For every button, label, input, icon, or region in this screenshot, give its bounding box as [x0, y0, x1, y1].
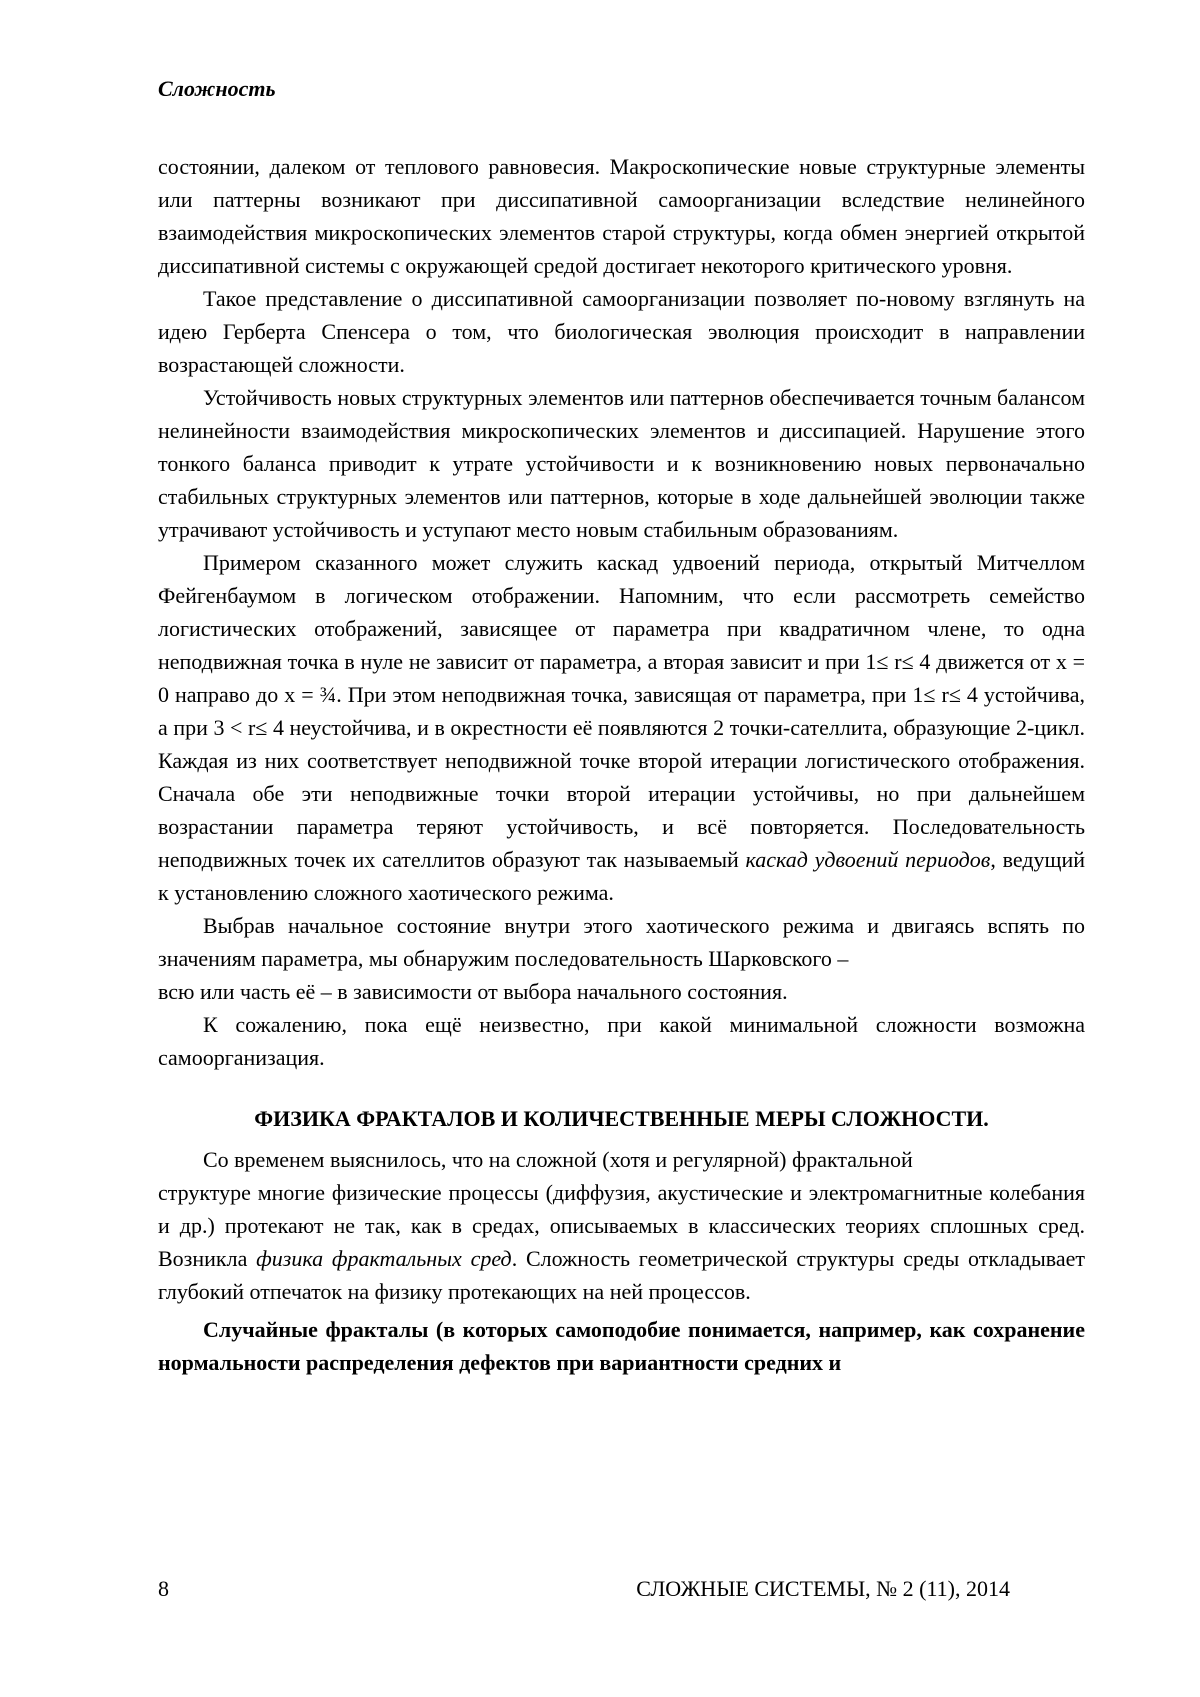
running-header: Сложность	[158, 76, 276, 101]
paragraph-segment: структуре многие физические процессы (диффузия, акустические и электромагнитные колебания и др.) протекают не так, как в средах, описываемых в классических теориях сплошных сред. Возникла	[158, 1180, 1085, 1271]
paragraph-segment: Примером сказанного может служить каскад удвоений периода, открытый Митчеллом Фейгенбаумом в логическом отображении. Напомним, что если рассмотреть семейство логистических отображений, зависящее от параметра при квадратичном члене, то одна неподвижная точка в нуле не зависит от параметра, а вторая зависит и при 1≤ r≤ 4 движется от x = 0 направо до x = ¾. При этом неподвижная точка, зависящая от параметра, при 1≤ r≤ 4 устойчива, а при 3 < r≤ 4 неустойчива, и в окрестности её появляются 2 точки-сателлита, образующие 2-цикл. Каждая из них соответствует неподвижной точке второй итерации логистического отображения. Сначала обе эти неподвижные точки второй итерации устойчивы, но при дальнейшем возрастании параметра теряют устойчивость, и всё повторяется. Последовательность неподвижных точек их сателлитов образуют так называемый	[158, 550, 1085, 872]
paragraph-sharkovsky-sequence	[158, 909, 1085, 1008]
italic-term-fractal-media-physics: физика фрактальных сред	[256, 1246, 512, 1271]
paragraph-dissipative-self-organization: Такое представление о диссипативной самоорганизации позволяет по-новому взглянуть на идею Герберта Спенсера о том, что биологическая эволюция происходит в направлении возрастающей сложности.	[158, 286, 1085, 377]
paragraph-segment: . Сложность геометрической структуры среды откладывает глубокий отпечаток на физику протекающих на ней процессов.	[158, 1246, 1086, 1304]
paragraph-fractal-physics	[158, 1143, 1085, 1308]
paragraph-segment: Выбрав начальное состояние внутри этого хаотического режима и двигаясь вспять по значениям параметра, мы обнаружим последовательность Шарковского –	[158, 913, 1085, 971]
page-footer	[158, 1572, 1085, 1605]
paragraph-stability-balance: Устойчивость новых структурных элементов или паттернов обеспечивается точным балансом нелинейности взаимодействия микроскопических элементов и диссипацией. Нарушение этого тонкого баланса приводит к утрате устойчивости и к возникновению новых первоначально стабильных структурных элементов или паттернов, которые в ходе дальнейшей эволюции также утрачивают устойчивость и уступают место новым стабильным образованиям.	[158, 385, 1085, 542]
journal-reference: СЛОЖНЫЕ СИСТЕМЫ, № 2 (11), 2014	[636, 1576, 1010, 1601]
paragraph-random-fractals: Случайные фракталы (в которых самоподобие понимается, например, как сохранение нормальности распределения дефектов при вариантности средних и	[158, 1317, 1085, 1375]
paragraph-continuation: состоянии, далеком от теплового равновесия. Макроскопические новые структурные элементы или паттерны возникают при диссипативной самоорганизации вследствие нелинейного взаимодействия микроскопических элементов старой структуры, когда обмен энергией открытой диссипативной системы с окружающей средой достигает некоторого критического уровня.	[158, 154, 1085, 278]
paragraph-segment: , ведущий к установлению сложного хаотического режима.	[158, 847, 1086, 905]
body-text	[158, 150, 1085, 1379]
paragraph-segment: Со временем выяснилось, что на сложной (хотя и регулярной) фрактальной	[203, 1147, 913, 1172]
paragraph-segment: всю или часть её – в зависимости от выбора начального состояния.	[158, 979, 788, 1004]
page-number: 8	[158, 1576, 169, 1601]
italic-term-period-doubling-cascade: каскад удвоений периодов	[745, 847, 991, 872]
paragraph-period-doubling	[158, 546, 1085, 909]
paragraph-minimal-complexity: К сожалению, пока ещё неизвестно, при какой минимальной сложности возможна самоорганизация.	[158, 1012, 1085, 1070]
section-heading: ФИЗИКА ФРАКТАЛОВ И КОЛИЧЕСТВЕННЫЕ МЕРЫ СЛОЖНОСТИ.	[254, 1106, 989, 1131]
